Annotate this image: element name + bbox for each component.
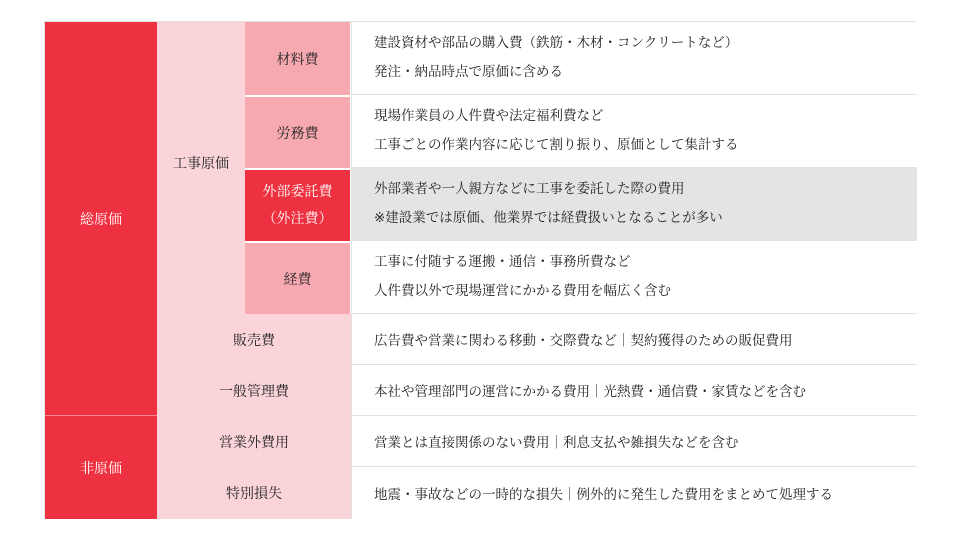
labor-cost-description [351,95,917,168]
description-text: 広告費や営業に関わる移動・交際費など｜契約獲得のための販促費用 [374,333,793,349]
expenses-label [245,241,351,314]
non-cost-label: 非原価 [45,416,157,519]
non-operating-expense-description [351,416,917,467]
labor-cost-label [245,95,351,168]
admin-cost-description [351,365,917,416]
outsourcing-cost-label-line2: （外注費） [262,210,333,227]
extraordinary-loss-description [351,467,917,519]
labor-cost-label-text: 労務費 [276,125,319,142]
description-text: 営業とは直接関係のない費用｜利息支払や雑損失などを含む [374,435,739,451]
description-line: 現場作業員の人件費や法定福利費など [374,108,604,124]
non-operating-expense-label: 営業外費用 [157,416,351,467]
selling-cost-label: 販売費 [157,314,351,365]
description-line: 工事に付随する運搬・通信・事務所費など [374,254,631,270]
material-cost-label [245,22,351,95]
construction-cost-label: 工事原価 [157,22,245,314]
material-cost-label-text: 材料費 [276,51,319,68]
description-line: 建設資材や部品の購入費（鉄筋・木材・コンクリートなど） [374,35,739,51]
admin-cost-label: 一般管理費 [157,365,351,416]
expenses-description [351,241,917,314]
description-line: 外部業者や一人親方などに工事を委託した際の費用 [374,181,685,197]
extraordinary-loss-label: 特別損失 [157,467,351,519]
description-line: 発注・納品時点で原価に含める [374,64,563,80]
outsourcing-cost-label-line1: 外部委託費 [262,183,333,200]
outsourcing-cost-label [245,168,351,241]
material-cost-description [351,22,917,95]
description-line: ※建設業では原価、他業界では経費扱いとなることが多い [374,210,723,226]
selling-cost-description [351,314,917,365]
outsourcing-cost-description [351,168,917,241]
description-text: 本社や管理部門の運営にかかる費用｜光熱費・通信費・家賃などを含む [374,384,806,400]
description-line: 人件費以外で現場運営にかかる費用を幅広く含む [374,283,671,299]
description-text: 地震・事故などの一時的な損失｜例外的に発生した費用をまとめて処理する [374,487,833,503]
cost-classification-table [44,21,916,518]
total-cost-label: 総原価 [45,22,157,416]
description-line: 工事ごとの作業内容に応じて割り振り、原価として集計する [374,137,739,153]
expenses-label-text: 経費 [283,271,312,288]
